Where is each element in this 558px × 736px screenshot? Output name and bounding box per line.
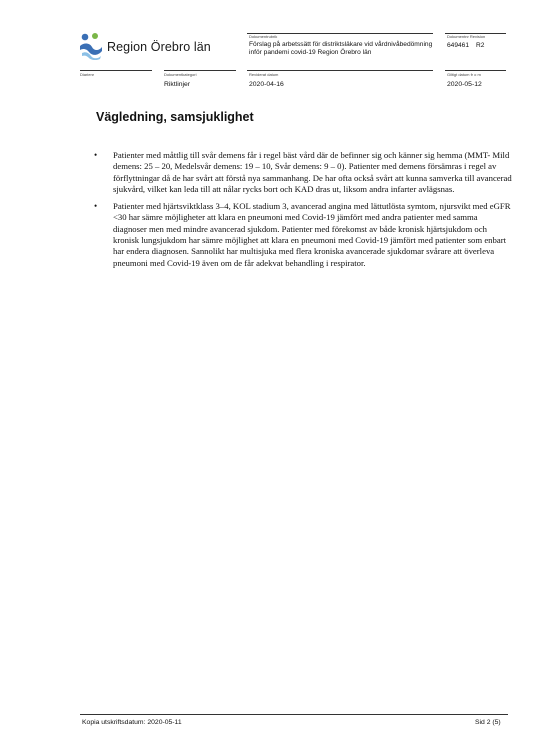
kategori-value: Riktlinjer <box>164 81 191 88</box>
reviderat-label: Reviderat datum <box>249 72 279 77</box>
rubrik-label: Dokumentrubrik <box>249 34 278 39</box>
footer-copy-date: Kopia utskriftsdatum: 2020-05-11 <box>82 719 182 726</box>
bullet-text: Patienter med måttlig till svår demens får i regel bäst vård där de befinner sig och känner sig hemma (MMT- Mild demens: 25 – 20, Medelsvår demens: 19 – 10, Svår demens: 9 – 0). Patienter med demens försämras i regel av förflyttningar då de har svårt att förstå nya sammanhang. De har ofta också svårt att kunna samverka till avancerad sjukvård, vilket kan leda till att nålar rycks bort och KAD dras ut, liksom andra infarter avlägsnas. <box>113 150 512 194</box>
header-rule-mid-b <box>164 70 236 71</box>
reviderat-value: 2020-04-16 <box>249 81 284 88</box>
header-rule-mid-a <box>80 70 152 71</box>
rubrik-text: Förslag på arbetssätt för distriktsläkare vid vårdnivåbedömning inför pandemi covid-19 Region Örebro län <box>249 41 433 57</box>
docnr-label: Dokumentnr Revision <box>447 34 486 39</box>
header-rule-top-right <box>445 33 506 34</box>
kategori-label: Dokumentkategori <box>164 72 197 77</box>
header-rule-mid-d <box>445 70 506 71</box>
bullet-text: Patienter med hjärtsviktklass 3–4, KOL stadium 3, avancerad angina med lättutlösta symtom, njursvikt med eGFR <30 har sämre möjligheter att klara en pneumoni med Covid-19 jämfört med andra patienter med samma diagnoser men med mindre avancerad sjukdom. Patienter med förekomst av både kronisk hjärtsjukdom och kronisk lungsjukdom har sämre möjlighet att klara en pneumoni med Covid-19 jämfört med patienter som enbart har endera diagnosen. Sannolikt har multisjuka med flera kroniska avancerade sjukdomar svårare att överleva pneumoni med Covid-19 även om de får adekvat behandling i respirator. <box>113 201 511 268</box>
header-rule-mid-c <box>247 70 433 71</box>
giltigt-value: 2020-05-12 <box>447 81 482 88</box>
logo <box>78 32 228 60</box>
footer-page-number: Sid 2 (5) <box>475 719 501 726</box>
bullet-icon: • <box>94 150 98 160</box>
diarienr-label: Diarienr <box>80 72 95 77</box>
bullet-icon: • <box>94 201 98 212</box>
region-orebro-logo-icon <box>78 32 104 60</box>
bullet-list <box>91 150 513 275</box>
list-item <box>91 201 513 269</box>
giltigt-label: Giltigt datum fr o m <box>447 72 481 77</box>
revision-value: R2 <box>476 42 485 49</box>
logo-name: Region Örebro län <box>107 40 211 54</box>
header-rule-top <box>247 33 433 34</box>
page-heading: Vägledning, samsjuklighet <box>96 110 254 124</box>
docnr-value: 649461 <box>447 42 470 49</box>
list-item <box>91 150 513 195</box>
footer-rule <box>80 714 508 715</box>
